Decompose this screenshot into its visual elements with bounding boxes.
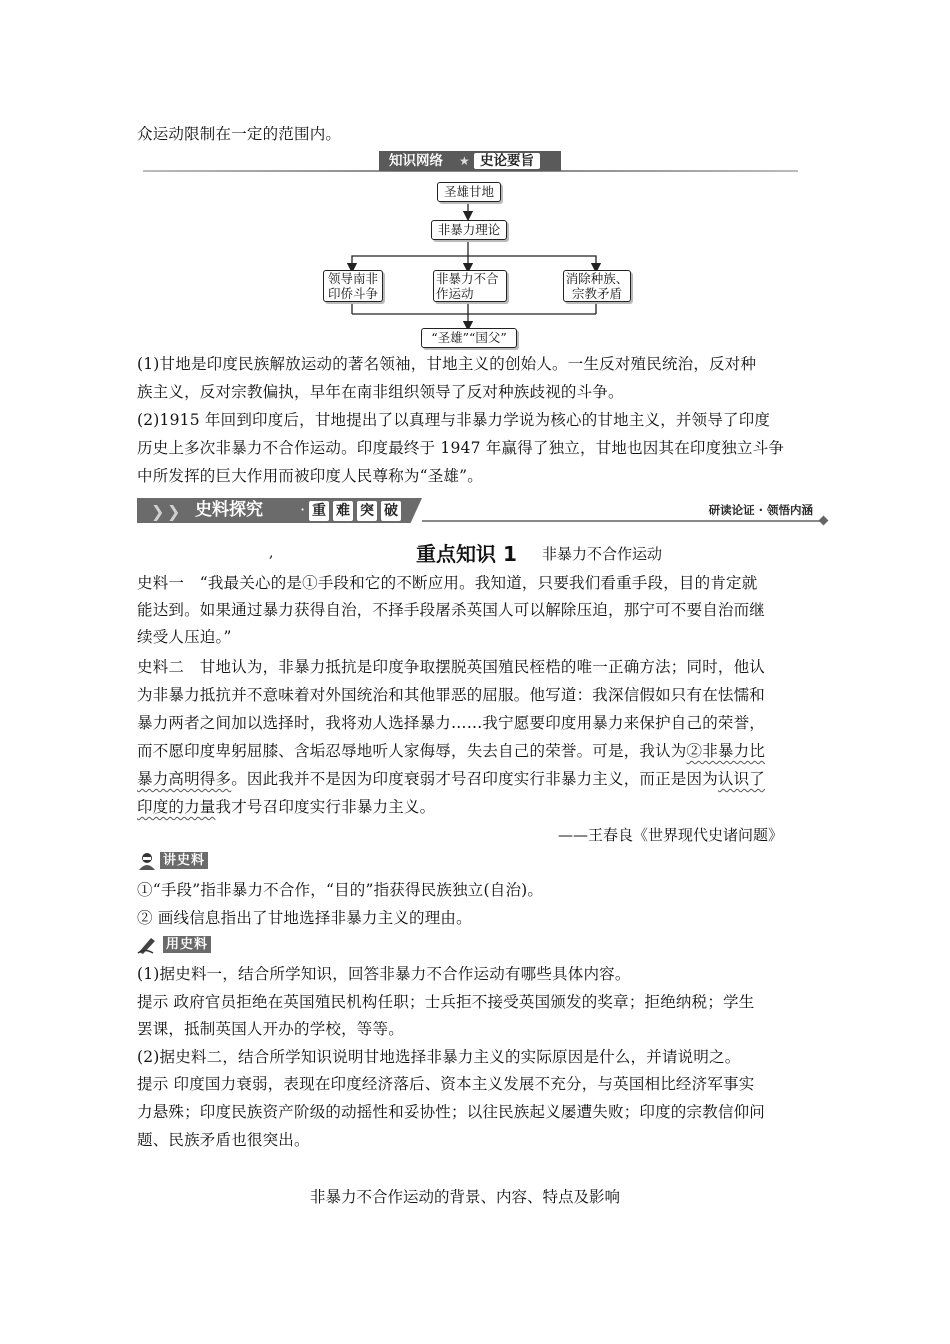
underlined-text: 暴力高明得多 [137, 770, 232, 788]
diamond-icon [819, 516, 829, 526]
text-span: 而不愿印度卑躬屈膝、含垢忍辱地听人家侮辱，失去自己的荣誉。可是，我认为 [137, 742, 687, 760]
source2-line [137, 741, 765, 761]
node-line: 非暴力不合 [436, 271, 499, 286]
footer-heading: 非暴力不合作运动的背景、内容、特点及影响 [310, 1188, 621, 1206]
banner-dot: · [300, 500, 306, 519]
explain-line: ①“手段”指非暴力不合作，“目的”指获得民族独立(自治)。 [137, 881, 544, 899]
use-line: 提示 政府官员拒绝在英国殖民机构任职；士兵拒不接受英国颁发的奖章；拒绝纳税；学生 [137, 993, 755, 1011]
summary-line: (2)1915 年回到印度后，甘地提出了以真理与非暴力学说为核心的甘地主义，并领导了印度 [137, 411, 771, 429]
use-line: 题、民族矛盾也很突出。 [137, 1131, 310, 1149]
banner-chip: 重 [309, 501, 329, 521]
stray-comma: , [269, 545, 274, 561]
diagram-node-titles: “圣雄”“国父” [421, 328, 517, 348]
node-line: 宗教矛盾 [571, 286, 622, 301]
connector-branch [352, 256, 596, 268]
use-line: 力悬殊；印度民族资产阶级的动摇性和妥协性；以往民族起义屡遭失败；印度的宗教信仰问 [137, 1103, 766, 1121]
source1-line: 史料一 “我最关心的是①手段和它的不断应用。我知道，只要我们看重手段，目的肯定就 [137, 574, 758, 592]
node-line: 消除种族、 [565, 271, 629, 286]
summary-line: 历史上多次非暴力不合作运动。印度最终于 1947 年赢得了独立，甘地也因其在印度独立斗争 [137, 439, 785, 457]
pen-icon [137, 936, 161, 954]
text-span: 。因此我并不是因为印度衰弱才号召印度实行非暴力主义，而正是因为 [231, 770, 718, 788]
source2-line [137, 797, 435, 817]
diagram-node-conflicts [563, 270, 631, 302]
source1-line: 能达到。如果通过暴力获得自治，不择手段屠杀英国人可以解除压迫，那宁可不要自治而继 [137, 601, 766, 619]
explain-tag: 讲史料 [160, 852, 208, 869]
use-line: (2)据史料二，结合所学知识说明甘地选择非暴力主义的实际原因是什么，并请说明之。 [137, 1048, 741, 1066]
underlined-text: 认识了 [717, 770, 766, 788]
diagram-node-theory: 非暴力理论 [431, 220, 507, 240]
key-point-subtitle: 非暴力不合作运动 [542, 545, 663, 563]
chevron-right-icon: ❯ [151, 502, 165, 521]
banner-left-label: 知识网络 [389, 153, 443, 169]
banner-right-label: 研读论证 · 领悟内涵 [708, 503, 813, 517]
intro-line: 众运动限制在一定的范围内。 [137, 125, 342, 143]
node-line: 领导南非 [327, 271, 378, 286]
source2-line: 暴力两者之间加以选择时，我将劝人选择暴力……我宁愿要印度用暴力来保护自己的荣誉， [137, 714, 766, 732]
diagram-connectors [0, 0, 950, 360]
teacher-icon [137, 852, 157, 870]
key-point-title: 重点知识 1 [416, 542, 517, 566]
use-line: (1)据史料一，结合所学知识，回答非暴力不合作运动有哪些具体内容。 [137, 965, 631, 983]
text-span: 我才号召印度实行非暴力主义。 [215, 798, 436, 816]
citation: ——王春良《世界现代史诸问题》 [558, 826, 784, 844]
node-line: 印侨斗争 [327, 286, 378, 301]
explain-line: ② 画线信息指出了甘地选择非暴力主义的理由。 [137, 909, 472, 927]
banner-right-label: 史论要旨 [474, 153, 540, 169]
banner-chip: 突 [357, 501, 377, 521]
use-line: 罢课，抵制英国人开办的学校，等等。 [137, 1020, 404, 1038]
diagram-node-gandhi: 圣雄甘地 [437, 182, 501, 202]
node-line: 作运动 [436, 286, 474, 301]
source2-line: 史料二 甘地认为，非暴力抵抗是印度争取摆脱英国殖民桎梏的唯一正确方法；同时，他认 [137, 658, 766, 676]
banner-chip: 破 [381, 501, 401, 521]
use-tag: 用史料 [163, 936, 211, 953]
source2-line [137, 769, 765, 789]
banner-chip: 难 [333, 501, 353, 521]
source1-line: 续受人压迫。” [137, 628, 232, 646]
diagram-node-south-africa [323, 270, 383, 302]
use-line: 提示 印度国力衰弱，表现在印度经济落后、资本主义发展不充分，与英国相比经济军事实 [137, 1075, 755, 1093]
summary-line: (1)甘地是印度民族解放运动的著名领袖，甘地主义的创始人。一生反对殖民统治，反对种 [137, 355, 757, 373]
source2-line: 为非暴力抵抗并不意味着对外国统治和其他罪恶的屈服。他写道：我深信假如只有在怯懦和 [137, 686, 766, 704]
chevron-right-icon: ❯ [167, 502, 181, 521]
summary-line: 族主义，反对宗教偏执，早年在南非组织领导了反对种族歧视的斗争。 [137, 383, 624, 401]
underlined-text: 印度的力量 [137, 798, 216, 816]
banner-title: 史料探究 [195, 500, 263, 520]
knowledge-diagram [0, 0, 950, 360]
summary-line: 中所发挥的巨大作用而被印度人民尊称为“圣雄”。 [137, 467, 483, 485]
underlined-text: ②非暴力比 [686, 742, 766, 760]
source-exploration-banner [137, 498, 827, 526]
diagram-node-noncooperation [433, 270, 507, 302]
star-icon: ★ [459, 154, 470, 168]
banner-rule [422, 520, 822, 522]
